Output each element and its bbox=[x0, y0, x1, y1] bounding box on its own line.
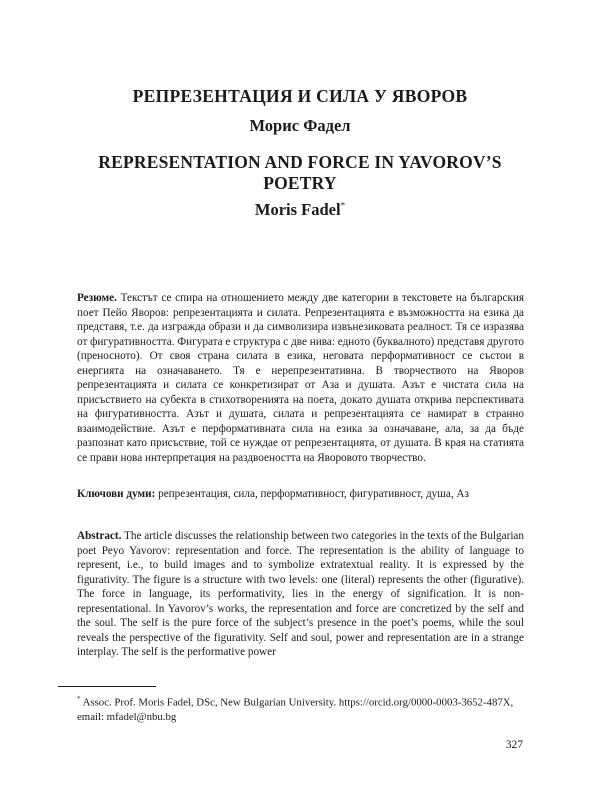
author-english bbox=[0, 200, 600, 220]
footnote-text: Assoc. Prof. Moris Fadel, DSc, New Bulgarian University. https://orcid.org/0000-0003-3652-487X, email: mfadel@nbu.bg bbox=[77, 696, 514, 723]
resume-paragraph bbox=[77, 291, 524, 466]
abstract-label: Abstract. bbox=[77, 530, 122, 542]
title-english: REPRESENTATION AND FORCE IN YAVOROV’S POETRY bbox=[98, 152, 502, 193]
keywords-paragraph bbox=[77, 487, 524, 502]
keywords-text: репрезентация, сила, перформативност, фигуративност, душа, Аз bbox=[155, 488, 469, 500]
page-number: 327 bbox=[505, 739, 523, 751]
footnote-reference-marker: * bbox=[340, 200, 346, 211]
footnote-divider bbox=[58, 686, 156, 687]
resume-text: Текстът се спира на отношението между две категории в текстовете на българския поет Пейо Яворов: репрезентацията и силата. Репрезентацията е възможността на езика да представя, т.е. да изгражда образи и да символизира извънезиковата реалност. Тя се изразява от фигуративността. Фигурата е структура с две нива: едното (буквалното) представя другото (преносното). От своя страна силата в езика, неговата перформативност се състои в енергията на означаването. Тя е нерепрезентативна. В творчеството на Яворов репрезентацията и силата се конкретизират от Аза и душата. Азът е чистата сила на присъствието на субекта в стихотворенията на поета, докато душата открива перспективата на фигуративността. Азът и душата, силата и репрезентацията се намират в странно взаимодействие. Азът е перформативната сила на езика за означаване, ала, за да бъде разпознат като присъствие, той се нуждае от репрезентацията, от душата. В края на статията се прави нова интерпретация на раздвоеността на Яворовото творчество. bbox=[77, 292, 524, 465]
abstract-text: The article discusses the relationship between two categories in the texts of the Bulgarian poet Peyo Yavorov: representation and force. The representation is the ability of language to represent, i.e., to build images and to symbolize extratextual reality. It is expressed by the figurativity. The figure is a structure with two levels: one (literal) represents the other (figurative). The force in language, its performativity, lies in the energy of signification. It is non-representational. In Yavorov’s works, the representation and force are concretized by the self and the soul. The self is the pure force of the subject’s presence in the poet’s poems, while the soul reveals the perspective of the figurativity. Self and soul, power and representation are in a strange interplay. The self is the performative power bbox=[77, 530, 524, 659]
resume-label: Резюме. bbox=[77, 292, 117, 304]
footnote bbox=[77, 692, 524, 724]
keywords-label: Ключови думи: bbox=[77, 488, 156, 500]
author-english-name: Moris Fadel bbox=[254, 200, 341, 219]
author-bulgarian: Морис Фадел bbox=[249, 116, 351, 135]
footnote-marker: * bbox=[77, 695, 81, 703]
abstract-paragraph bbox=[77, 529, 524, 660]
title-bulgarian: РЕПРЕЗЕНТАЦИЯ И СИЛА У ЯВОРОВ bbox=[132, 86, 468, 106]
